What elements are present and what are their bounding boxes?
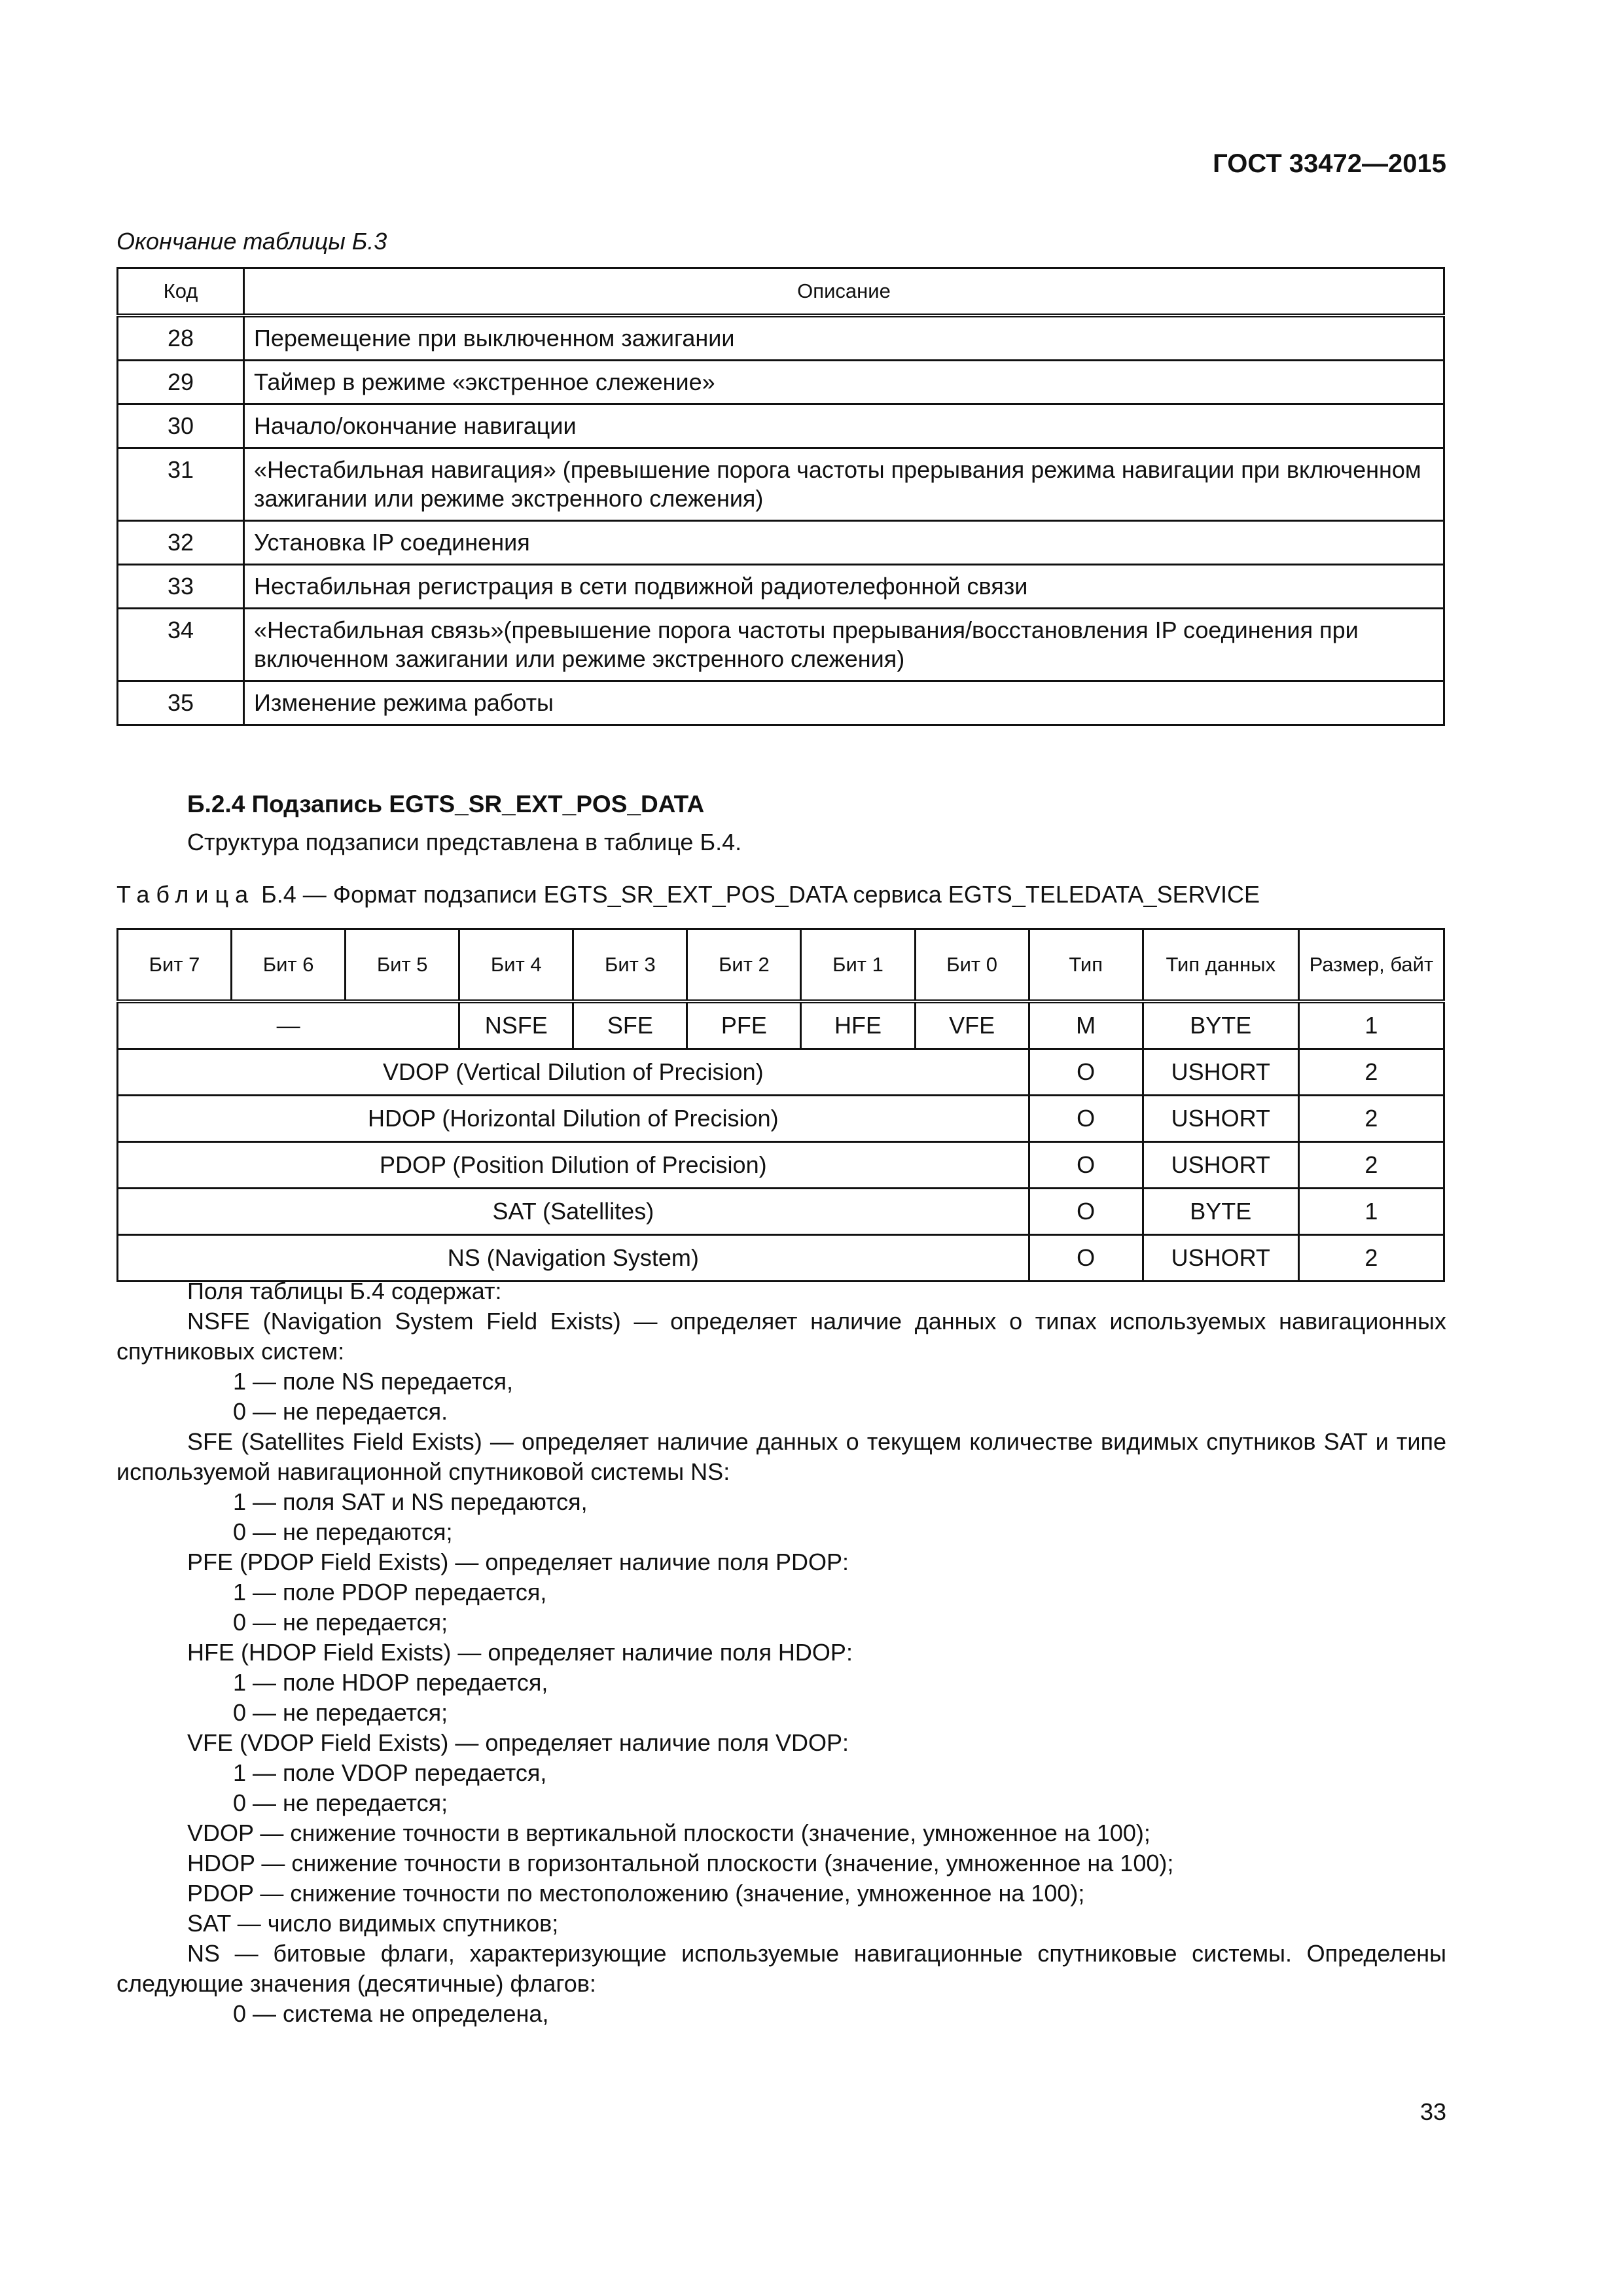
size-cell: 2 xyxy=(1298,1049,1444,1096)
event-description: Перемещение при выключенном зажигании xyxy=(244,315,1444,361)
data-type-cell: USHORT xyxy=(1143,1142,1298,1189)
col-header-bit6: Бит 6 xyxy=(232,929,346,1002)
table-caption-text: Б.4 — Формат подзаписи EGTS_SR_EXT_POS_DATA сервиса EGTS_TELEDATA_SERVICE xyxy=(255,881,1260,908)
flag-cell: PFE xyxy=(687,1001,801,1049)
col-header-code: Код xyxy=(118,268,244,316)
data-type-cell: USHORT xyxy=(1143,1049,1298,1096)
flag-cell: HFE xyxy=(801,1001,915,1049)
event-description: Установка IP соединения xyxy=(244,521,1444,565)
col-header-bit0: Бит 0 xyxy=(915,929,1029,1002)
type-cell: M xyxy=(1029,1001,1143,1049)
table-row xyxy=(118,565,1444,609)
table-row xyxy=(118,1096,1444,1142)
paragraph: PDOP — снижение точности по местоположению (значение, умноженное на 100); xyxy=(187,1880,1085,1907)
col-header-bit3: Бит 3 xyxy=(573,929,687,1002)
flag-cell: NSFE xyxy=(459,1001,573,1049)
flag-cell: VFE xyxy=(915,1001,1029,1049)
table-continuation-label: Окончание таблицы Б.3 xyxy=(116,228,387,255)
size-cell: 2 xyxy=(1298,1235,1444,1282)
field-descriptions xyxy=(116,1276,1446,2029)
list-item: 1 — поле PDOP передается, xyxy=(233,1579,547,1605)
event-code: 29 xyxy=(118,361,244,404)
event-description: Таймер в режиме «экстренное слежение» xyxy=(244,361,1444,404)
flag-cell: SFE xyxy=(573,1001,687,1049)
event-code: 32 xyxy=(118,521,244,565)
type-cell: O xyxy=(1029,1049,1143,1096)
table-caption-label: Таблица xyxy=(116,881,255,908)
section-intro: Структура подзаписи представлена в таблице Б.4. xyxy=(187,829,742,855)
table-row xyxy=(118,1001,1444,1049)
type-cell: O xyxy=(1029,1235,1143,1282)
paragraph: SFE (Satellites Field Exists) — определяет наличие данных о текущем количестве видимых спутников SAT и типе используемой навигационной спутниковой системы NS: xyxy=(116,1428,1446,1485)
size-cell: 1 xyxy=(1298,1189,1444,1235)
list-item: 0 — не передается; xyxy=(233,1789,448,1816)
data-type-cell: USHORT xyxy=(1143,1235,1298,1282)
reserved-bits: — xyxy=(118,1001,459,1049)
event-code: 31 xyxy=(118,448,244,521)
event-description: Начало/окончание навигации xyxy=(244,404,1444,448)
paragraph: NSFE (Navigation System Field Exists) — определяет наличие данных о типах используемых навигационных спутниковых систем: xyxy=(116,1308,1446,1365)
standard-number: ГОСТ 33472—2015 xyxy=(1213,149,1446,178)
field-name-cell: SAT (Satellites) xyxy=(118,1189,1029,1235)
col-header-description: Описание xyxy=(244,268,1444,316)
paragraph: NS — битовые флаги, характеризующие используемые навигационные спутниковые системы. Определены следующие значения (десятичные) флагов: xyxy=(116,1940,1446,1997)
field-name-cell: PDOP (Position Dilution of Precision) xyxy=(118,1142,1029,1189)
event-code: 33 xyxy=(118,565,244,609)
type-cell: O xyxy=(1029,1189,1143,1235)
col-header-bit7: Бит 7 xyxy=(118,929,232,1002)
table-row xyxy=(118,448,1444,521)
paragraph: PFE (PDOP Field Exists) — определяет наличие поля PDOP: xyxy=(187,1549,849,1575)
col-header-bit2: Бит 2 xyxy=(687,929,801,1002)
table-row xyxy=(118,404,1444,448)
type-cell: O xyxy=(1029,1142,1143,1189)
size-cell: 1 xyxy=(1298,1001,1444,1049)
paragraph: VFE (VDOP Field Exists) — определяет наличие поля VDOP: xyxy=(187,1729,849,1756)
list-item: 1 — поле NS передается, xyxy=(233,1368,513,1395)
event-code: 34 xyxy=(118,609,244,681)
list-item: 1 — поле HDOP передается, xyxy=(233,1669,548,1696)
list-item: 1 — поле VDOP передается, xyxy=(233,1759,547,1786)
table-caption xyxy=(116,881,1260,908)
event-code: 28 xyxy=(118,315,244,361)
list-item: 0 — не передается; xyxy=(233,1609,448,1636)
paragraph: VDOP — снижение точности в вертикальной плоскости (значение, умноженное на 100); xyxy=(187,1820,1150,1846)
paragraph: HDOP — снижение точности в горизонтальной плоскости (значение, умноженное на 100); xyxy=(187,1850,1174,1876)
paragraph: SAT — число видимых спутников; xyxy=(187,1910,559,1937)
table-b3 xyxy=(116,267,1445,726)
paragraph: Поля таблицы Б.4 содержат: xyxy=(187,1278,502,1304)
paragraph: HFE (HDOP Field Exists) — определяет наличие поля HDOP: xyxy=(187,1639,853,1666)
field-name-cell: HDOP (Horizontal Dilution of Precision) xyxy=(118,1096,1029,1142)
data-type-cell: BYTE xyxy=(1143,1001,1298,1049)
table-row xyxy=(118,315,1444,361)
page-number: 33 xyxy=(1419,2098,1446,2125)
list-item: 0 — не передается. xyxy=(233,1398,448,1425)
table-row xyxy=(118,1189,1444,1235)
list-item: 0 — не передаются; xyxy=(233,1518,453,1545)
event-code: 35 xyxy=(118,681,244,725)
table-row xyxy=(118,361,1444,404)
data-type-cell: USHORT xyxy=(1143,1096,1298,1142)
col-header-bit1: Бит 1 xyxy=(801,929,915,1002)
data-type-cell: BYTE xyxy=(1143,1189,1298,1235)
field-name-cell: VDOP (Vertical Dilution of Precision) xyxy=(118,1049,1029,1096)
list-item: 0 — не передается; xyxy=(233,1699,448,1726)
section-heading: Б.2.4 Подзапись EGTS_SR_EXT_POS_DATA xyxy=(187,791,705,817)
table-row xyxy=(118,681,1444,725)
field-name-cell: NS (Navigation System) xyxy=(118,1235,1029,1282)
event-description: «Нестабильная связь»(превышение порога частоты прерывания/восстановления IP соединения при включенном зажигании или режиме экстренного слежения) xyxy=(244,609,1444,681)
type-cell: O xyxy=(1029,1096,1143,1142)
table-row xyxy=(118,1235,1444,1282)
col-header-size: Размер, байт xyxy=(1298,929,1444,1002)
table-header-row xyxy=(118,268,1444,316)
col-header-data-type: Тип данных xyxy=(1143,929,1298,1002)
table-row xyxy=(118,1049,1444,1096)
size-cell: 2 xyxy=(1298,1142,1444,1189)
table-row xyxy=(118,1142,1444,1189)
event-description: «Нестабильная навигация» (превышение порога частоты прерывания режима навигации при включенном зажигании или режиме экстренного слежения) xyxy=(244,448,1444,521)
col-header-type: Тип xyxy=(1029,929,1143,1002)
event-code: 30 xyxy=(118,404,244,448)
col-header-bit5: Бит 5 xyxy=(346,929,459,1002)
table-row xyxy=(118,609,1444,681)
table-row xyxy=(118,521,1444,565)
table-header-row xyxy=(118,929,1444,1002)
col-header-bit4: Бит 4 xyxy=(459,929,573,1002)
list-item: 0 — система не определена, xyxy=(233,2000,549,2027)
list-item: 1 — поля SAT и NS передаются, xyxy=(233,1488,588,1515)
table-b4 xyxy=(116,928,1445,1282)
event-description: Изменение режима работы xyxy=(244,681,1444,725)
size-cell: 2 xyxy=(1298,1096,1444,1142)
event-description: Нестабильная регистрация в сети подвижной радиотелефонной связи xyxy=(244,565,1444,609)
